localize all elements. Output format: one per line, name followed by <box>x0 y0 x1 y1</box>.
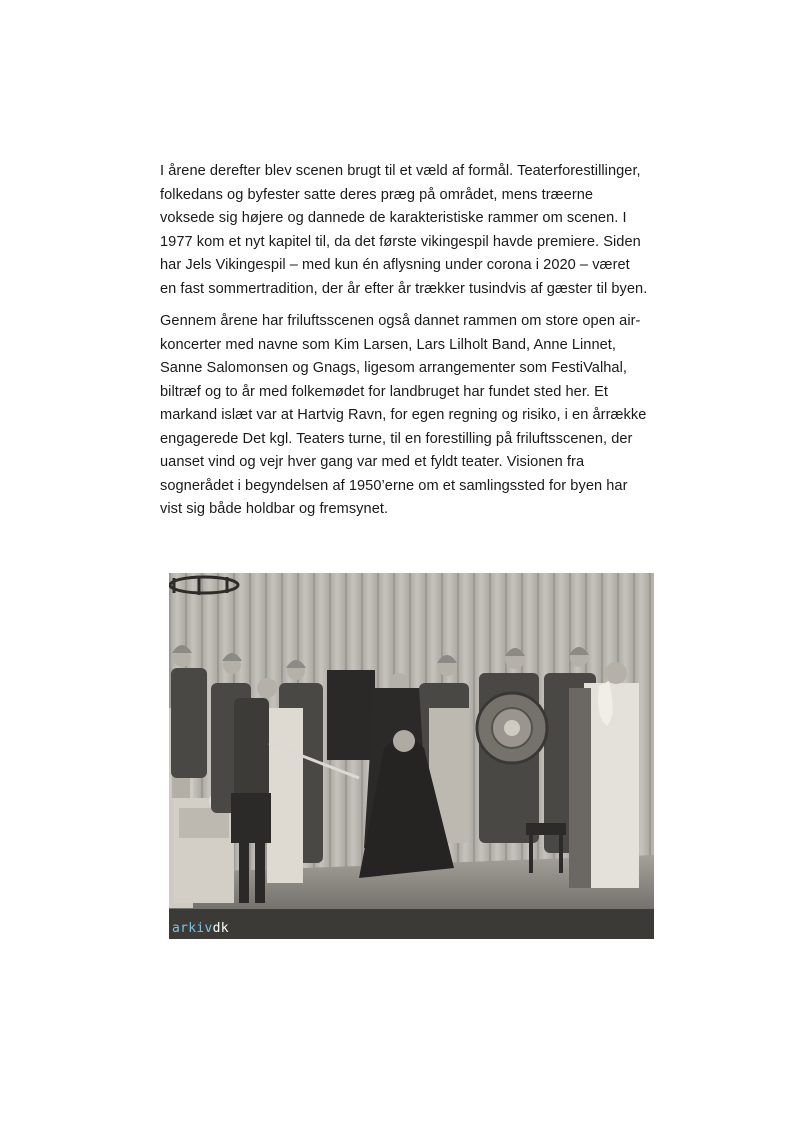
paragraph-1: I årene derefter blev scenen brugt til et væld af formål. Teaterforestillinger, folkedans og byfester satte deres præg på området, mens træerne voksede sig højere og dannede de karakteristiske rammer om scenen. I 1977 kom et nyt kapitel til, da det første vikingespil havde premiere. Siden har Jels Vikingespil – med kun én aflysning under corona i 2020 – været en fast sommertradition, der år efter år trækker tusindvis af gæster til byen. <box>160 163 648 297</box>
article-text <box>160 160 650 531</box>
paragraph-2: Gennem årene har friluftsscenen også dannet rammen om store open air-koncerter med navne som Kim Larsen, Lars Lilholt Band, Anne Linnet, Sanne Salomonsen og Gnags, ligesom arrangementer som FestiValhal, biltræf og to år med folkemødet for landbruget har fundet sted her. Et markand islæt var at Hartvig Ravn, for egen regning og risiko, i en årrække engagerede Det kgl. Teaters turne, til en forestilling på friluftsscenen, der uanset vind og vejr hver gang var med et fyldt teater. Visionen fra sognerådet i begyndelsen af 1950’erne om et samlingssted for byen har vist sig både holdbar og fremsynet. <box>160 313 647 517</box>
viking-play-photo <box>169 573 654 939</box>
arkivdk-watermark <box>172 921 229 937</box>
watermark-part-1: arkiv <box>172 921 213 936</box>
watermark-part-2: dk <box>212 921 229 936</box>
